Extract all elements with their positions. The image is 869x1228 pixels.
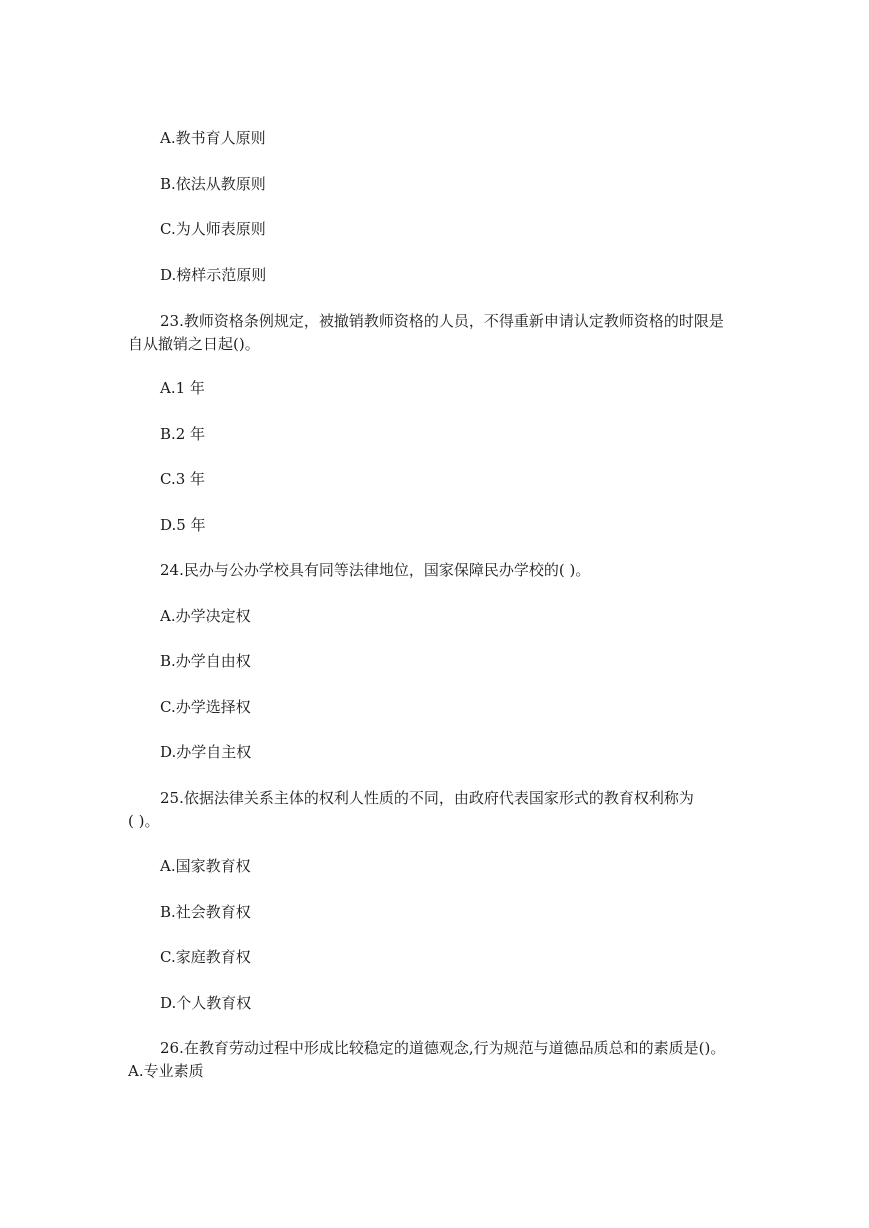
q22-option-c: C.为人师表原则: [160, 220, 266, 238]
q26-option-a: A.专业素质: [128, 1062, 204, 1080]
q25-option-d: D.个人教育权: [160, 994, 252, 1012]
q22-option-a: A.教书育人原则: [160, 129, 266, 147]
q25-stem-line1: 25.依据法律关系主体的权利人性质的不同，由政府代表国家形式的教育权利称为: [160, 789, 694, 807]
q24-option-a: A.办学决定权: [160, 607, 251, 625]
q23-option-c: C.3 年: [160, 470, 206, 488]
q22-option-d: D.榜样示范原则: [160, 266, 267, 284]
q24-option-b: B.办学自由权: [160, 652, 251, 670]
q26-stem: 26.在教育劳动过程中形成比较稳定的道德观念,行为规范与道德品质总和的素质是()。: [160, 1039, 726, 1057]
q25-stem-line2: ( )。: [128, 812, 160, 830]
q22-option-b: B.依法从教原则: [160, 175, 266, 193]
q24-option-d: D.办学自主权: [160, 743, 252, 761]
q24-stem: 24.民办与公办学校具有同等法律地位，国家保障民办学校的( )。: [160, 561, 591, 579]
q23-stem-line2: 自从撤销之日起()。: [128, 335, 260, 353]
q25-option-a: A.国家教育权: [160, 857, 251, 875]
q25-option-b: B.社会教育权: [160, 903, 251, 921]
q25-option-c: C.家庭教育权: [160, 948, 251, 966]
q23-stem-line1: 23.教师资格条例规定，被撤销教师资格的人员，不得重新申请认定教师资格的时限是: [160, 312, 724, 330]
q23-option-d: D.5 年: [160, 516, 206, 534]
q23-option-a: A.1 年: [160, 379, 205, 397]
q23-option-b: B.2 年: [160, 425, 206, 443]
q24-option-c: C.办学选择权: [160, 698, 251, 716]
